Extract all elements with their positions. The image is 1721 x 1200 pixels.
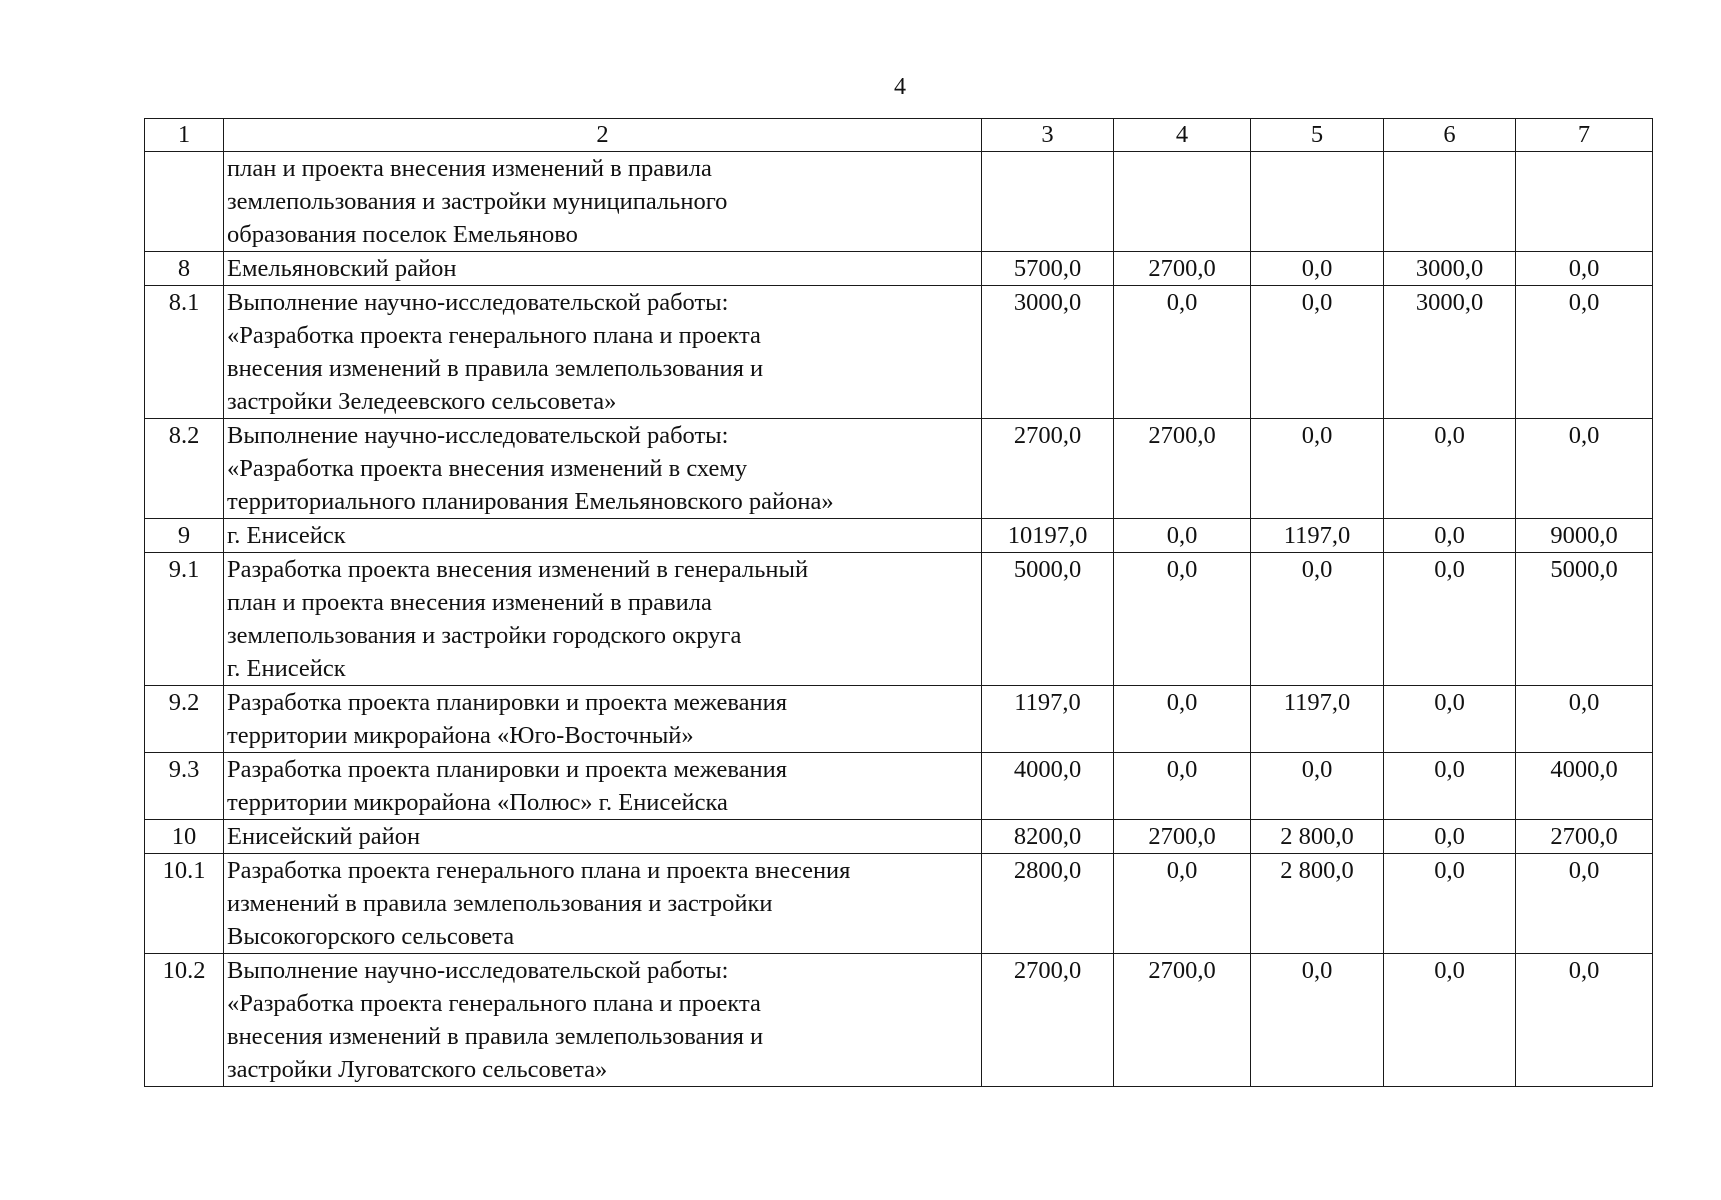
table-row [145, 252, 1653, 286]
table-row [145, 753, 1653, 820]
value-col-3: 2700,0 [982, 419, 1114, 519]
row-number: 10 [145, 820, 224, 854]
table-row [145, 820, 1653, 854]
row-description: план и проекта внесения изменений в правила землепользования и застройки муниципального образования поселок Емельяново [224, 152, 982, 252]
table-header-row [145, 119, 1653, 152]
row-description: Выполнение научно-исследовательской работы: «Разработка проекта генерального плана и проекта внесения изменений в правила землепользования и застройки Луговатского сельсовета» [224, 954, 982, 1087]
value-col-7: 0,0 [1516, 954, 1653, 1087]
table-row [145, 152, 1653, 252]
value-col-5: 2 800,0 [1251, 854, 1384, 954]
table-row [145, 519, 1653, 553]
value-col-5: 1197,0 [1251, 686, 1384, 753]
value-col-4 [1114, 152, 1251, 252]
value-col-3: 5700,0 [982, 252, 1114, 286]
value-col-3: 3000,0 [982, 286, 1114, 419]
value-col-6: 3000,0 [1384, 286, 1516, 419]
column-header: 3 [982, 119, 1114, 152]
row-description: Разработка проекта планировки и проекта межевания территории микрорайона «Юго-Восточный» [224, 686, 982, 753]
column-header: 7 [1516, 119, 1653, 152]
value-col-4: 2700,0 [1114, 954, 1251, 1087]
row-number: 9.3 [145, 753, 224, 820]
column-header: 2 [224, 119, 982, 152]
row-description: Разработка проекта генерального плана и проекта внесения изменений в правила землепользования и застройки Высокогорского сельсовета [224, 854, 982, 954]
value-col-3: 4000,0 [982, 753, 1114, 820]
value-col-3: 1197,0 [982, 686, 1114, 753]
value-col-7: 5000,0 [1516, 553, 1653, 686]
row-description: Разработка проекта планировки и проекта межевания территории микрорайона «Полюс» г. Енисейска [224, 753, 982, 820]
value-col-7: 0,0 [1516, 686, 1653, 753]
column-header: 5 [1251, 119, 1384, 152]
value-col-4: 2700,0 [1114, 419, 1251, 519]
value-col-3: 10197,0 [982, 519, 1114, 553]
table-row [145, 419, 1653, 519]
row-number: 10.1 [145, 854, 224, 954]
value-col-3: 8200,0 [982, 820, 1114, 854]
value-col-5: 0,0 [1251, 954, 1384, 1087]
value-col-3: 2800,0 [982, 854, 1114, 954]
table-row [145, 686, 1653, 753]
value-col-7: 2700,0 [1516, 820, 1653, 854]
value-col-4: 0,0 [1114, 519, 1251, 553]
value-col-3: 2700,0 [982, 954, 1114, 1087]
value-col-4: 2700,0 [1114, 252, 1251, 286]
value-col-7: 0,0 [1516, 286, 1653, 419]
table-body [145, 119, 1653, 1087]
value-col-4: 0,0 [1114, 686, 1251, 753]
row-number [145, 152, 224, 252]
table-row [145, 854, 1653, 954]
row-number: 9.2 [145, 686, 224, 753]
value-col-6: 3000,0 [1384, 252, 1516, 286]
value-col-6: 0,0 [1384, 419, 1516, 519]
value-col-3: 5000,0 [982, 553, 1114, 686]
value-col-4: 0,0 [1114, 553, 1251, 686]
column-header: 1 [145, 119, 224, 152]
table-row [145, 954, 1653, 1087]
table-row [145, 553, 1653, 686]
value-col-5: 2 800,0 [1251, 820, 1384, 854]
row-description: Енисейский район [224, 820, 982, 854]
value-col-5: 0,0 [1251, 286, 1384, 419]
value-col-4: 0,0 [1114, 854, 1251, 954]
row-description: Выполнение научно-исследовательской работы: «Разработка проекта генерального плана и проекта внесения изменений в правила землепользования и застройки Зеледеевского сельсовета» [224, 286, 982, 419]
table-row [145, 286, 1653, 419]
value-col-7: 0,0 [1516, 419, 1653, 519]
row-number: 9 [145, 519, 224, 553]
row-number: 8.2 [145, 419, 224, 519]
column-header: 4 [1114, 119, 1251, 152]
value-col-7: 0,0 [1516, 854, 1653, 954]
value-col-7 [1516, 152, 1653, 252]
column-header: 6 [1384, 119, 1516, 152]
value-col-5: 0,0 [1251, 553, 1384, 686]
value-col-6: 0,0 [1384, 519, 1516, 553]
page-number: 4 [894, 74, 906, 100]
value-col-6 [1384, 152, 1516, 252]
value-col-7: 0,0 [1516, 252, 1653, 286]
value-col-5: 0,0 [1251, 419, 1384, 519]
value-col-5 [1251, 152, 1384, 252]
row-description: Разработка проекта внесения изменений в генеральный план и проекта внесения изменений в правила землепользования и застройки городского округа г. Енисейск [224, 553, 982, 686]
value-col-6: 0,0 [1384, 753, 1516, 820]
budget-table [144, 118, 1653, 1087]
value-col-7: 9000,0 [1516, 519, 1653, 553]
value-col-6: 0,0 [1384, 854, 1516, 954]
value-col-5: 0,0 [1251, 252, 1384, 286]
row-number: 9.1 [145, 553, 224, 686]
value-col-3 [982, 152, 1114, 252]
value-col-5: 1197,0 [1251, 519, 1384, 553]
value-col-4: 0,0 [1114, 753, 1251, 820]
value-col-6: 0,0 [1384, 686, 1516, 753]
value-col-7: 4000,0 [1516, 753, 1653, 820]
row-number: 10.2 [145, 954, 224, 1087]
row-number: 8 [145, 252, 224, 286]
value-col-6: 0,0 [1384, 954, 1516, 1087]
value-col-4: 0,0 [1114, 286, 1251, 419]
value-col-6: 0,0 [1384, 553, 1516, 686]
value-col-5: 0,0 [1251, 753, 1384, 820]
row-number: 8.1 [145, 286, 224, 419]
value-col-4: 2700,0 [1114, 820, 1251, 854]
row-description: г. Енисейск [224, 519, 982, 553]
value-col-6: 0,0 [1384, 820, 1516, 854]
row-description: Выполнение научно-исследовательской работы: «Разработка проекта внесения изменений в схему территориального планирования Емельяновского района» [224, 419, 982, 519]
row-description: Емельяновский район [224, 252, 982, 286]
